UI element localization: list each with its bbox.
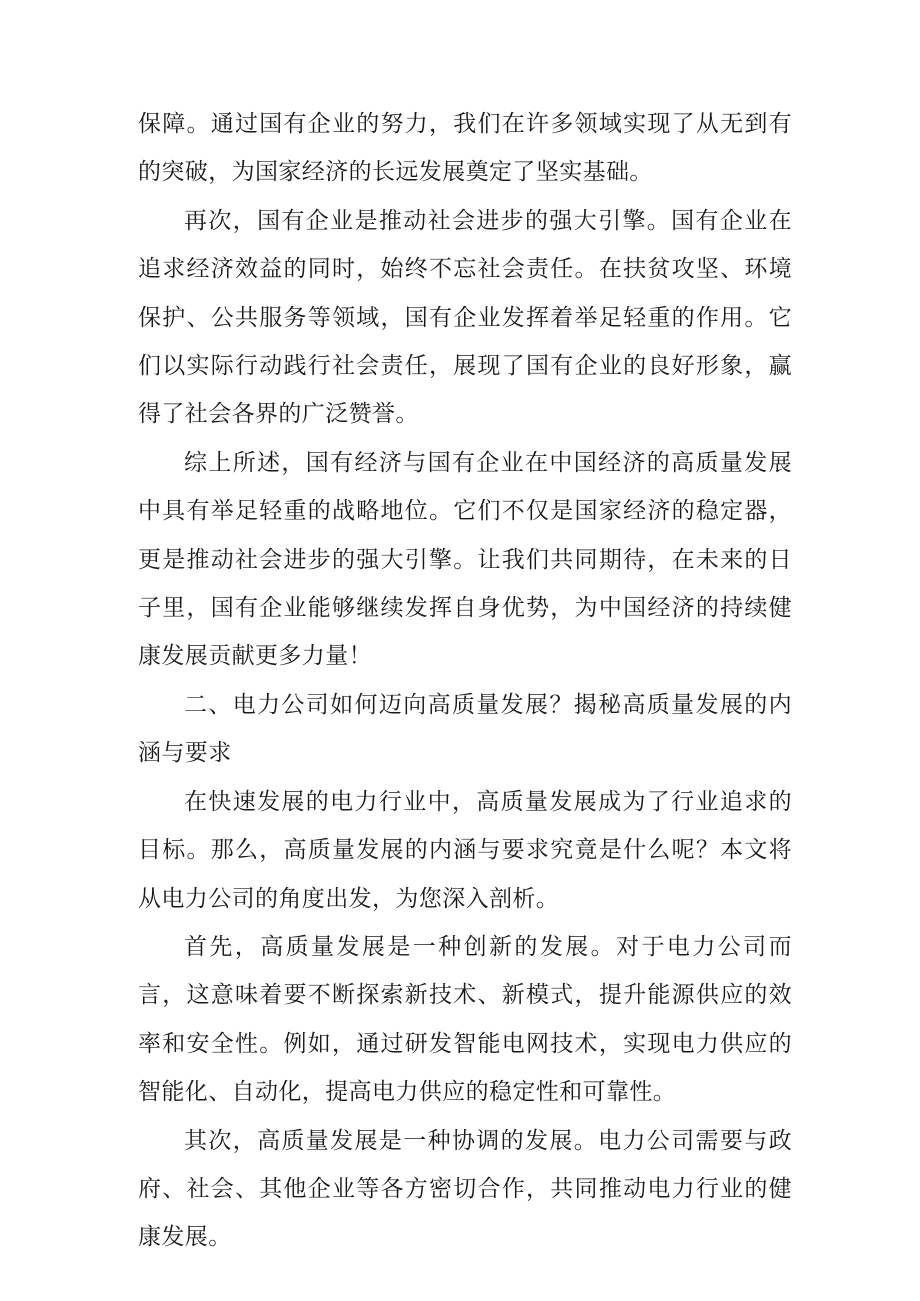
paragraph-intro: 在快速发展的电力行业中，高质量发展成为了行业追求的目标。那么，高质量发展的内涵与要求究竟是什么呢？本文将从电力公司的角度出发，为您深入剖析。 <box>138 788 792 912</box>
paragraph-coordination: 其次，高质量发展是一种协调的发展。电力公司需要与政府、社会、其他企业等各方密切合作，共同推动电力行业的健康发展。 <box>138 1127 792 1251</box>
section-heading: 二、电力公司如何迈向高质量发展？揭秘高质量发展的内涵与要求 <box>138 691 792 767</box>
document-body <box>138 100 792 1262</box>
paragraph-continuation: 保障。通过国有企业的努力，我们在许多领域实现了从无到有的突破，为国家经济的长远发展奠定了坚实基础。 <box>138 111 792 186</box>
paragraph-summary: 综上所述，国有经济与国有企业在中国经济的高质量发展中具有举足轻重的战略地位。它们不仅是国家经济的稳定器，更是推动社会进步的强大引擎。让我们共同期待，在未来的日子里，国有企业能够继续发挥自身优势，为中国经济的持续健康发展贡献更多力量！ <box>138 449 792 670</box>
paragraph-innovation: 首先，高质量发展是一种创新的发展。对于电力公司而言，这意味着要不断探索新技术、新模式，提升能源供应的效率和安全性。例如，通过研发智能电网技术，实现电力供应的智能化、自动化，提高电力供应的稳定性和可靠性。 <box>138 933 792 1106</box>
paragraph-social-progress: 再次，国有企业是推动社会进步的强大引擎。国有企业在追求经济效益的同时，始终不忘社会责任。在扶贫攻坚、环境保护、公共服务等领域，国有企业发挥着举足轻重的作用。它们以实际行动践行社会责任，展现了国有企业的良好形象，赢得了社会各界的广泛赞誉。 <box>138 207 792 428</box>
